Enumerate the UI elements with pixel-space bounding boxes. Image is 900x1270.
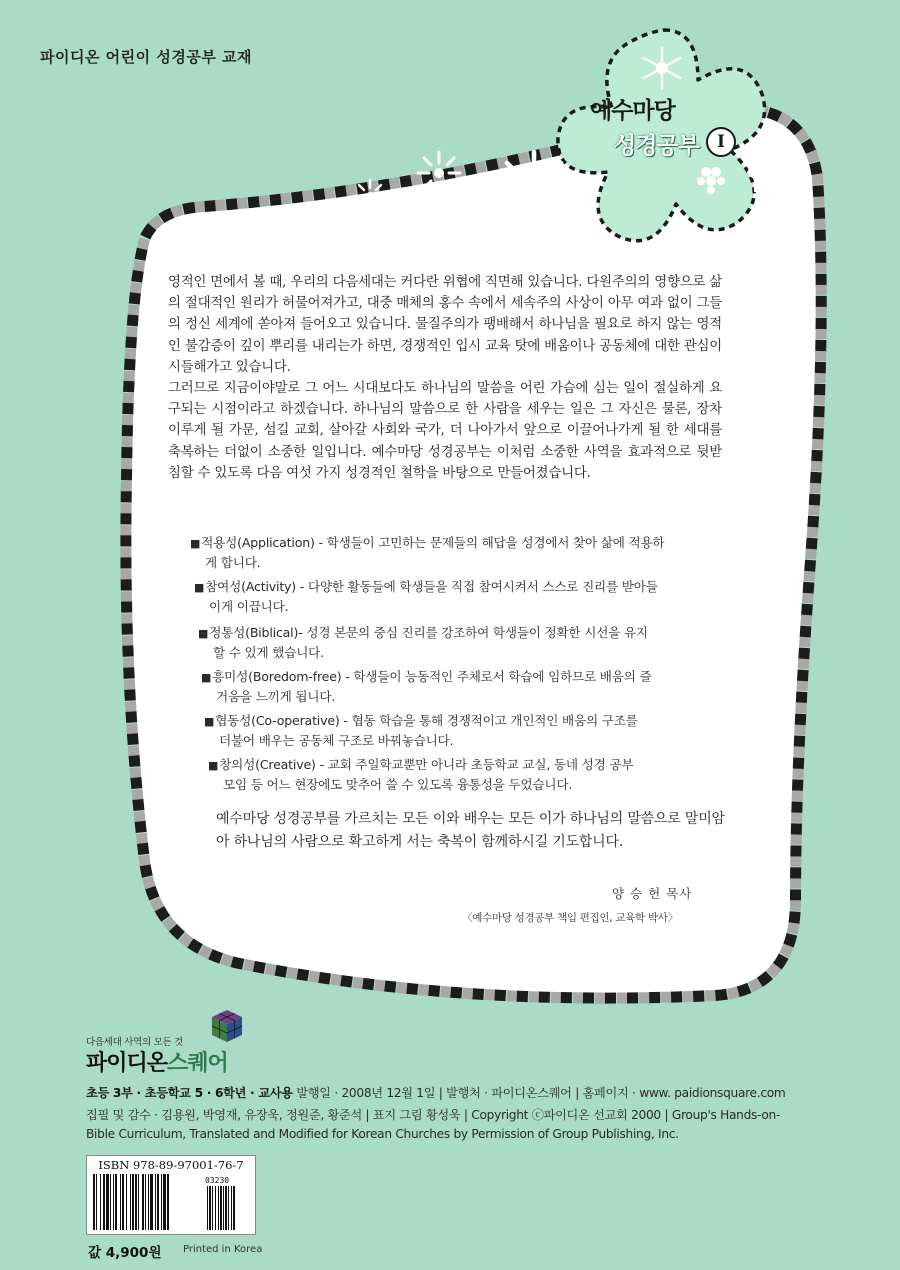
barcode-bar [150,1174,153,1230]
barcode-addon-bar [231,1186,232,1230]
barcode-bar [96,1174,97,1230]
feature-item [201,668,741,707]
barcode-bar [167,1174,169,1230]
barcode-bar [148,1174,149,1230]
barcode-addon-bar [215,1186,216,1230]
bullet-square-icon: ■ [198,627,209,640]
feature-item [208,756,748,795]
barcode-bar [135,1174,137,1230]
feature-label: 창의성(Creative) - [219,757,328,772]
barcode-bar [106,1174,109,1230]
publisher-tagline: 다음세대 사역의 모든 것 [86,1037,183,1048]
feature-desc-line1: 교회 주일학교뿐만 아니라 초등학교 교실, 동네 성경 공부 [327,757,634,772]
bullet-square-icon: ■ [208,759,219,772]
printed-in: Printed in Korea [183,1244,263,1255]
feature-label: 적용성(Application) - [201,535,327,550]
author-role: 〈예수마당 성경공부 책임 편집인, 교육학 박사〉 [462,912,678,924]
barcode-addon-bar [228,1186,229,1230]
colophon-line3: Bible Curriculum, Translated and Modified for Korean Churches by Permission of Group Publishing, Inc. [86,1127,679,1141]
author-name: 양 승 헌 목사 [612,886,693,901]
closing-prayer: 예수마당 성경공부를 가르치는 모든 이와 배우는 모든 이가 하나님의 말씀으로 말미암아 하나님의 사람으로 확고하게 서는 축복이 함께하시길 기도합니다. [216,811,725,850]
feature-desc-line1: 학생들이 능동적인 주체로서 학습에 임하므로 배움의 즐 [353,669,652,684]
badge-title-line2: 성경공부 [614,133,699,159]
bullet-square-icon: ■ [190,537,201,550]
feature-item [194,578,734,617]
intro-paragraph-2: 그러므로 지금이야말로 그 어느 시대보다도 하나님의 말씀을 어린 가슴에 심는 일이 절실하게 요구되는 시점이라고 하겠습니다. 하나님의 말씀으로 한 사람을 세우는 일은 그 자신은 물론, 장차 이루게 될 가문, 섬길 교회, 살아갈 사회와 국가, 더 나아가서 앞으로 이끌어나가게 될 한 세대를 축복하는 더없이 소중한 일입니다. 예수마당 성경공부는 이처럼 소중한 사역을 효과적으로 뒷받침할 수 있도록 다음 여섯 가지 성경적인 철학을 바탕으로 만들어졌습니다. [168,381,722,481]
feature-desc-line1: 학생들이 고민하는 문제들의 해답을 성경에서 찾아 삶에 적용하 [326,535,665,550]
sparkle-large-icon [494,150,574,230]
barcode-addon-bar [233,1186,235,1230]
feature-desc-line2: 더불어 배우는 공동체 구조로 바꿔놓습니다. [219,732,454,748]
colophon-line2: 집필 및 감수 · 김용원, 박영재, 유장욱, 정원준, 황준석 | 표지 그림 황성욱 | Copyright ⓒ파이디온 선교회 2000 | Group's Hands-on- [86,1108,781,1122]
barcode-bar [103,1174,105,1230]
bullet-square-icon: ■ [201,671,212,684]
feature-desc-line2: 게 합니다. [205,554,261,570]
feature-desc-line1: 협동 학습을 통해 경쟁적이고 개인적인 배움의 구조를 [351,713,638,728]
series-title: 파이디온 어린이 성경공부 교재 [40,48,253,66]
barcode-bar [93,1174,95,1230]
intro-paragraph-1: 영적인 면에서 볼 때, 우리의 다음세대는 커다란 위협에 직면해 있습니다. 다원주의의 영향으로 삶의 절대적인 원리가 허물어져가고, 대중 매체의 홍수 속에서 세속주의 사상이 아무 여과 없이 그들의 정신 세계에 쏟아져 들어오고 있습니다. 물질주의가 팽배해서 하나님을 필요로 하지 않는 영적인 불감증이 깊이 뿌리를 내리는가 하면, 경쟁적인 입시 교육 탓에 배움이나 공동체에 대한 관심이 시들해가고 있습니다. [168,275,722,375]
barcode-bar [138,1174,139,1230]
isbn-addon: 03230 [205,1176,230,1185]
feature-label: 협동성(Co-operative) - [215,713,352,728]
sparkle-small-icon [352,178,388,214]
publisher-name [86,1046,228,1077]
colophon-line1 [86,1084,785,1101]
bullet-square-icon: ■ [194,581,205,594]
feature-desc-line2: 모임 등 어느 현장에도 맞추어 쓸 수 있도록 융통성을 두었습니다. [223,776,573,792]
barcode-bar [145,1174,146,1230]
feature-item [190,534,730,573]
barcode-bar [110,1174,111,1230]
edition-info: 초등 3부 · 초등학교 5 · 6학년 · 교사용 [86,1086,293,1100]
bullet-square-icon: ■ [204,715,215,728]
feature-desc-line2: 거움을 느끼게 됩니다. [216,688,336,704]
feature-label: 정통성(Biblical)- [209,625,307,640]
barcode-bar [126,1174,127,1230]
barcode-bar [132,1174,134,1230]
barcode-bar [120,1174,121,1230]
barcode-addon-bar [207,1186,208,1230]
barcode-addon-bar [218,1186,219,1230]
price: 값 4,900원 [88,1245,162,1261]
barcode-bar [157,1174,159,1230]
barcode-bar [100,1174,101,1230]
feature-desc-line2: 할 수 있게 했습니다. [213,644,324,660]
barcode-bar [113,1174,114,1230]
feature-desc-line1: 다양한 활동들에 학생들을 직접 참여시켜서 스스로 진리를 받아들 [307,579,658,594]
barcode-bar [155,1174,156,1230]
barcode-bar [161,1174,162,1230]
feature-item [198,624,738,663]
sparkle-medium-icon [416,150,462,196]
isbn-number: ISBN 978-89-97001-76-7 [98,1158,244,1172]
barcode-bar [122,1174,124,1230]
barcode-addon-bar [220,1186,222,1230]
barcode-addon-bar [212,1186,213,1230]
publication-info: 발행일 · 2008년 12월 1일 | 발행처 · 파이디온스퀘어 | 홈페이지 · www. paidionsquare.com [292,1086,786,1100]
barcode-addon-bar [225,1186,227,1230]
publisher-logo-cube-icon [210,1008,244,1044]
feature-label: 흥미성(Boredom-free) - [212,669,354,684]
feature-label: 참여성(Activity) - [205,579,308,594]
barcode-addon-bar [209,1186,211,1230]
barcode-bar [115,1174,117,1230]
feature-item [204,712,744,751]
barcode-bar [142,1174,144,1230]
barcode-addon-bar [223,1186,224,1230]
isbn-barcode [86,1155,256,1235]
feature-desc-line1: 성경 본문의 중심 진리를 강조하여 학생들이 정확한 시선을 유지 [306,625,648,640]
badge-title-line1: 예수마당 [590,98,675,124]
publisher-name-accent: 스퀘어 [167,1051,228,1076]
feature-desc-line2: 이게 이끕니다. [209,598,289,614]
barcode-bar [130,1174,131,1230]
badge-volume: I [706,127,736,157]
publisher-name-main: 파이디온 [86,1051,168,1076]
barcode-bars [87,1156,255,1234]
barcode-bar [163,1174,166,1230]
intro-text [168,272,722,484]
